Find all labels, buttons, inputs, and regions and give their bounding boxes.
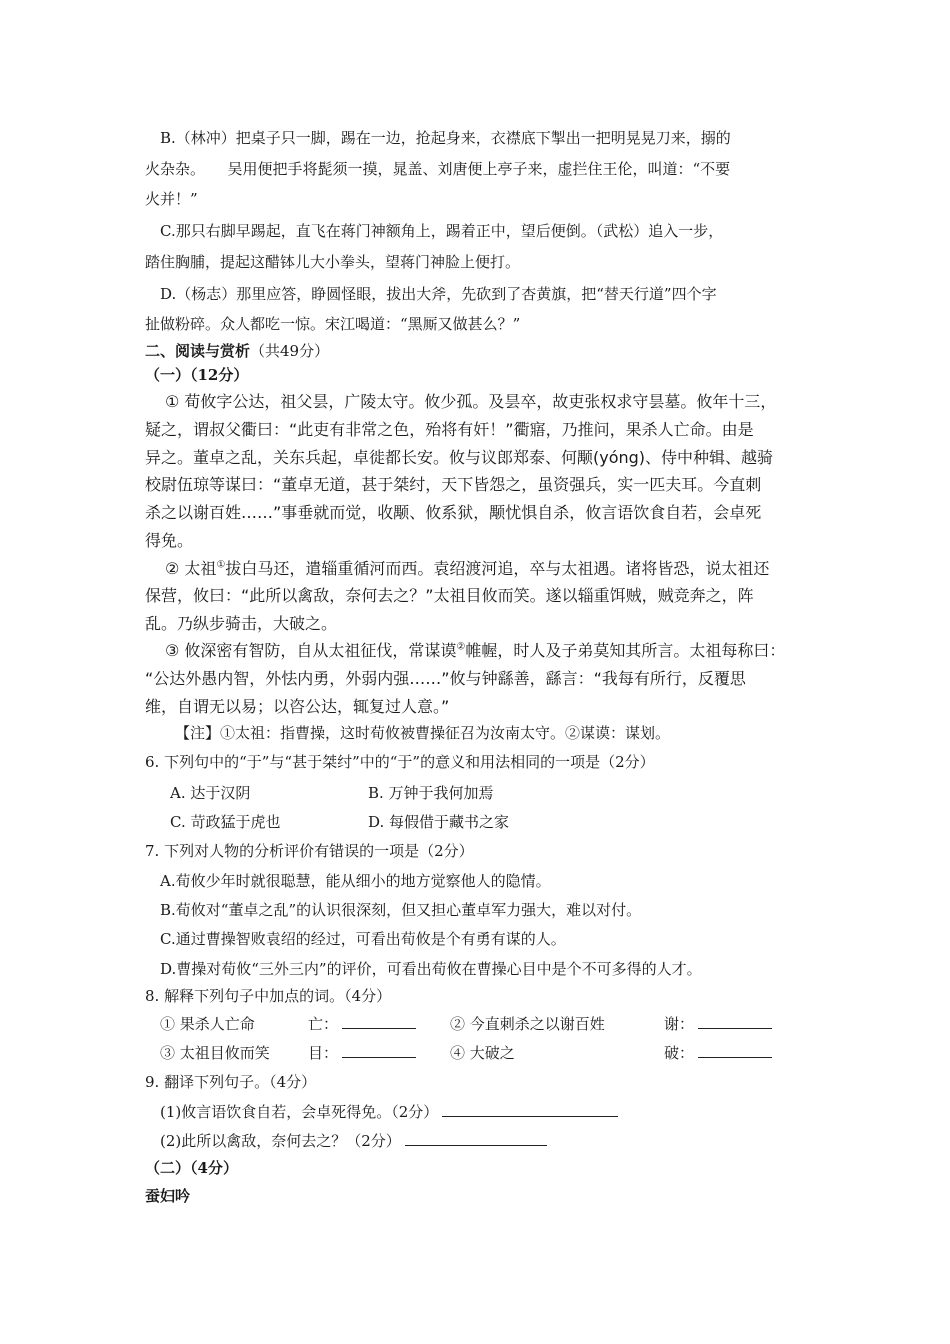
q8-word-3 (308, 1042, 416, 1063)
q8-item-4: ④ 大破之 (450, 1044, 515, 1062)
passage-p3-line3: 维，自谓无以易；以咨公达，辄复过人意。” (145, 697, 450, 716)
q8-answer-4-blank[interactable] (698, 1043, 772, 1058)
q7-option-d: D.曹操对荀攸“三外三内”的评价，可看出荀攸在曹操心目中是个不可多得的人才。 (160, 960, 702, 978)
q8-answer-3-blank[interactable] (342, 1043, 416, 1058)
q9-sentence-1-text: (1)攸言语饮食自若，会卓死得免。（2分） (160, 1103, 439, 1121)
q7-option-b: B.荀攸对“董卓之乱”的认识很深刻，但又担心董卓军力强大，难以对付。 (160, 901, 642, 919)
q7-stem: 7. 下列对人物的分析评价有错误的一项是（2分） (145, 842, 474, 860)
q9-answer-1-blank[interactable] (442, 1102, 618, 1117)
passage-p1-line1: ① 荀攸字公达，祖父昙，广陵太守。攸少孤。及昙卒，故吏张权求守昙墓。攸年十三， (165, 392, 777, 411)
q9-answer-2-blank[interactable] (405, 1131, 547, 1146)
q8-item-2: ② 今直刺杀之以谢百姓 (450, 1015, 605, 1033)
section-title: 二、阅读与赏析 (145, 342, 251, 360)
passage-p1-line5: 杀之以谢百姓……”事垂就而觉，收颙、攸系狱，颙忧惧自杀，攸言语饮食自若，会卓死 (145, 503, 762, 522)
option-b-line1: B.（林冲）把桌子只一脚，踢在一边，抢起身来，衣襟底下掣出一把明晃晃刀来，搦的 (160, 129, 731, 147)
q8-answer-2-blank[interactable] (698, 1014, 772, 1029)
q8-item-1: ① 果杀人亡命 (160, 1015, 255, 1033)
part2-heading: （二）（4分） (145, 1159, 238, 1177)
q6-option-c: C. 苛政猛于虎也 (170, 813, 281, 831)
passage-p3-line2: “公达外愚内智，外怯内勇，外弱内强……”攸与钟繇善，繇言：“我每有所行，反覆思 (145, 669, 746, 688)
passage-p2-rest: 拔白马还，遣辎重循河而西。袁绍渡河追，卒与太祖遇。诸将皆恐，说太祖还 (225, 559, 770, 578)
q7-option-a: A.荀攸少年时就很聪慧，能从细小的地方觉察他人的隐情。 (160, 872, 551, 890)
option-b-line2: 火杂杂。 吴用便把手将髭须一摸，晁盖、刘唐便上亭子来，虚拦住王伦，叫道：“不要 (145, 160, 731, 178)
passage-p1-line6: 得免。 (145, 531, 194, 550)
q8-stem: 8. 解释下列句子中加点的词。（4分） (145, 987, 392, 1005)
passage-p3-line1 (165, 638, 785, 661)
poem-title: 蚕妇吟 (145, 1187, 191, 1205)
q6-option-a: A. 达于汉阴 (170, 784, 251, 802)
passage-p1-line3: 异之。董卓之乱，关东兵起，卓徙都长安。攸与议郎郑泰、何颙(yóng)、侍中种辑、越骑 (145, 448, 774, 467)
q8-word-3-label: 目： (308, 1044, 339, 1062)
section-heading (145, 340, 329, 361)
q8-word-2-label: 谢： (664, 1015, 695, 1033)
passage-p3-rest: 帷幄，时人及子弟莫知其所言。太祖每称曰： (465, 641, 786, 660)
footnote-marker-2: ② (456, 641, 466, 653)
q9-sentence-2-text: (2)此所以禽敌，奈何去之？（2分） (160, 1132, 401, 1150)
q6-stem: 6. 下列句中的“于”与“甚于桀纣”中的“于”的意义和用法相同的一项是（2分） (145, 753, 655, 771)
q7-option-c: C.通过曹操智败袁绍的经过，可看出荀攸是个有勇有谋的人。 (160, 930, 566, 948)
q9-stem: 9. 翻译下列句子。（4分） (145, 1073, 317, 1091)
q8-word-1 (308, 1013, 416, 1034)
option-c-line2: 踏住胸脯，提起这醋钵儿大小拳头，望蒋门神脸上便打。 (145, 253, 521, 271)
q6-option-d: D. 每假借于藏书之家 (368, 813, 510, 831)
footnote-marker-1: ① (216, 559, 226, 571)
q8-word-4-label: 破： (664, 1044, 695, 1062)
passage-p2-start: ② 太祖 (165, 559, 217, 578)
passage-p3-start: ③ 攸深密有智防，自从太祖征伐，常谋谟 (165, 641, 457, 660)
q9-sentence-1 (160, 1101, 618, 1122)
option-d-line2: 扯做粉碎。众人都吃一惊。宋江喝道：“黑厮又做甚么？” (145, 315, 521, 333)
q8-word-4 (664, 1042, 772, 1063)
q8-answer-1-blank[interactable] (342, 1014, 416, 1029)
q9-sentence-2 (160, 1130, 547, 1151)
option-b-line3: 火并！” (145, 190, 198, 208)
passage-p2-line1 (165, 556, 769, 579)
option-d-line1: D.（杨志）那里应答，睁圆怪眼，拔出大斧，先砍到了杏黄旗，把“替天行道”四个字 (160, 285, 717, 303)
passage-p1-line2: 疑之，谓叔父衢曰：“此吏有非常之色，殆将有奸！”衢寤，乃推问，果杀人亡命。由是 (145, 420, 754, 439)
q8-word-2 (664, 1013, 772, 1034)
passage-p1-line4: 校尉伍琼等谋曰：“董卓无道，甚于桀纣，天下皆怨之，虽资强兵，实一匹夫耳。今直刺 (145, 475, 762, 494)
q8-item-3: ③ 太祖目攸而笑 (160, 1044, 270, 1062)
q8-word-1-label: 亡： (308, 1015, 339, 1033)
passage-p2-line2: 保营，攸曰：“此所以禽敌，奈何去之？”太祖目攸而笑。遂以辎重饵贼，贼竞奔之，阵 (145, 586, 754, 605)
passage-p2-line3: 乱。乃纵步骑击，大破之。 (145, 614, 338, 633)
q6-option-b: B. 万钟于我何加焉 (368, 784, 494, 802)
section-points: （共49分） (250, 342, 330, 360)
option-c-line1: C.那只右脚早踢起，直飞在蒋门神额角上，踢着正中，望后便倒。（武松）追入一步， (160, 222, 724, 240)
part1-heading: （一）（12分） (145, 366, 249, 384)
annotation-note: 【注】①太祖：指曹操，这时荀攸被曹操征召为汝南太守。②谋谟：谋划。 (175, 724, 671, 742)
